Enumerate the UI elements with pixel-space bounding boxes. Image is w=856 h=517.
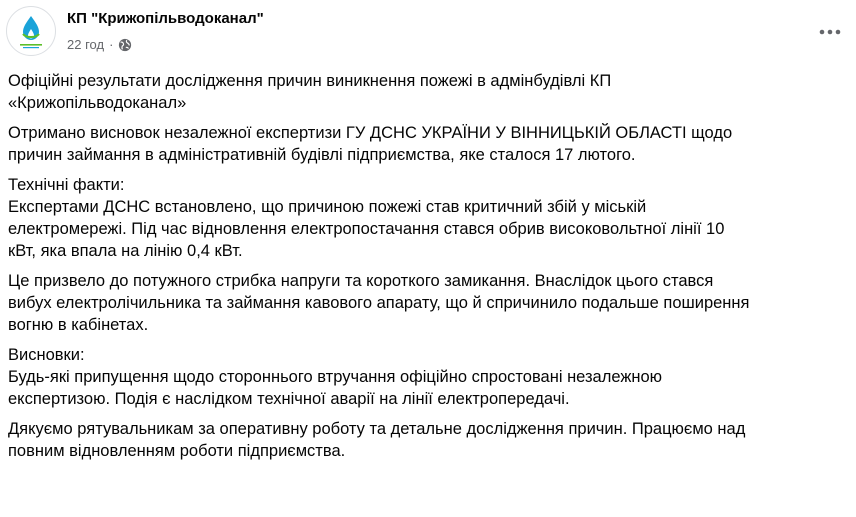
post-paragraph (8, 70, 848, 114)
meta-separator: · (109, 37, 114, 52)
page-avatar[interactable] (6, 6, 56, 56)
post-text (8, 70, 848, 470)
paragraph-line: «Крижопільводоканал» (8, 94, 187, 112)
paragraph-line: Офіційні результати дослідження причин виникнення пожежі в адмінбудівлі КП (8, 72, 612, 90)
paragraph-line: повним відновленням роботи підприємства. (8, 442, 346, 460)
paragraph-line: Це призвело до потужного стрибка напруги та короткого замикання. Внаслідок цього стався (8, 272, 714, 290)
paragraph-line: причин займання в адміністративній будівлі підприємства, яке сталося 17 лютого. (8, 146, 636, 164)
water-drop-logo-icon (7, 7, 55, 55)
post-meta (67, 37, 132, 52)
paragraph-line: вибух електролічильника та займання кавового апарату, що й спричинило подальше поширення (8, 294, 750, 312)
paragraph-line: електромережі. Під час відновлення електропостачання стався обрив високовольтної лінії 10 (8, 220, 725, 238)
globe-icon[interactable] (118, 38, 132, 52)
paragraph-line: Дякуємо рятувальникам за оперативну роботу та детальне дослідження причин. Працюємо над (8, 420, 746, 438)
post-paragraph (8, 270, 848, 336)
post-paragraph (8, 174, 848, 262)
page-name[interactable]: КП "Крижопільводоканал" (67, 10, 264, 27)
post-paragraph (8, 418, 848, 462)
paragraph-line: кВт, яка впала на лінію 0,4 кВт. (8, 242, 243, 260)
more-horizontal-icon[interactable] (812, 14, 848, 50)
paragraph-line: Експертами ДСНС встановлено, що причиною пожежі став критичний збій у міській (8, 198, 647, 216)
post-paragraph (8, 344, 848, 410)
paragraph-line: експертизою. Подія є наслідком технічної аварії на лінії електропередачі. (8, 390, 570, 408)
post-time[interactable]: 22 год (67, 37, 105, 52)
paragraph-line: Отримано висновок незалежної експертизи ГУ ДСНС УКРАЇНИ У ВІННИЦЬКІЙ ОБЛАСТІ щодо (8, 124, 733, 142)
post-header (0, 0, 856, 64)
paragraph-line: Технічні факти: (8, 176, 125, 194)
paragraph-line: Висновки: (8, 346, 85, 364)
post-paragraph (8, 122, 848, 166)
paragraph-line: Будь-які припущення щодо стороннього втручання офіційно спростовані незалежною (8, 368, 663, 386)
paragraph-line: вогню в кабінетах. (8, 316, 149, 334)
